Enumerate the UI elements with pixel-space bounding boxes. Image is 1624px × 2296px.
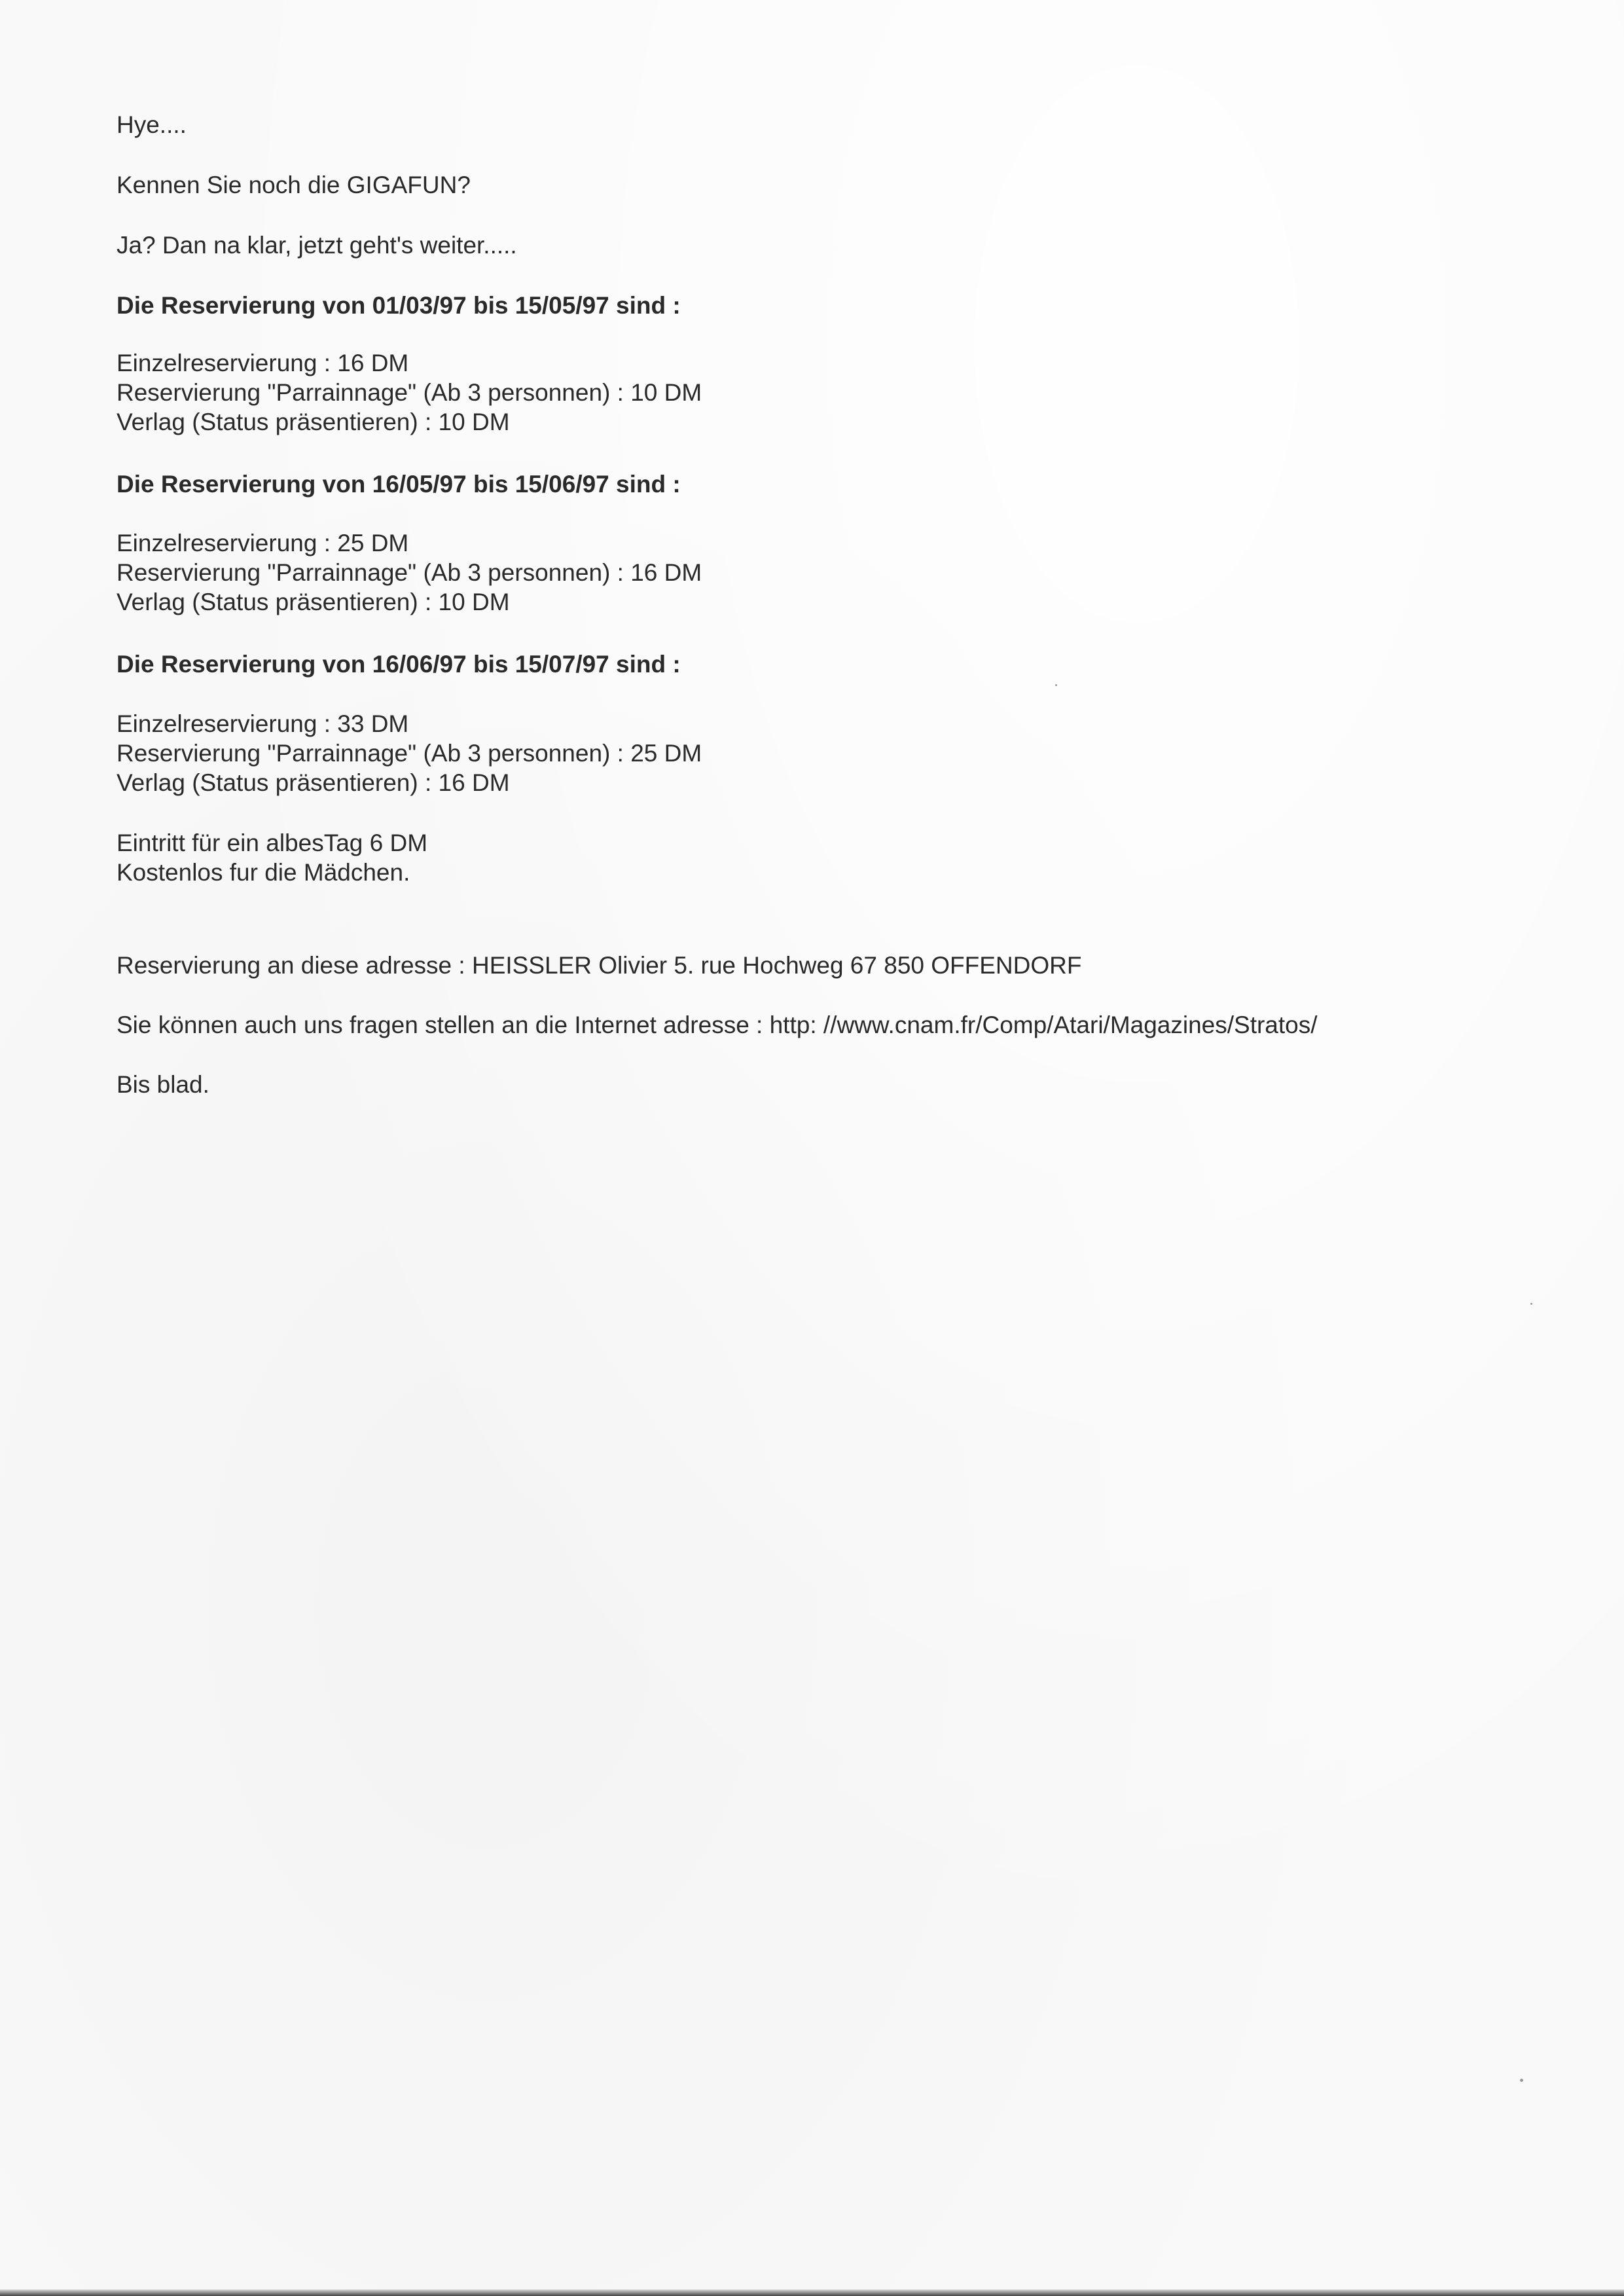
scan-bottom-edge bbox=[0, 2289, 1624, 2296]
period-2-group-price: Reservierung "Parrainnage" (Ab 3 personnen) : 16 DM bbox=[117, 559, 702, 586]
internet-line: Sie können auch uns fragen stellen an die Internet adresse : http: //www.cnam.fr/Comp/Atari/Magazines/Stratos/ bbox=[117, 1011, 1318, 1038]
period-1-heading: Die Reservierung von 01/03/97 bis 15/05/97 sind : bbox=[117, 292, 681, 319]
scan-speck bbox=[1055, 684, 1057, 686]
entry-fee-line: Eintritt für ein albesTag 6 DM bbox=[117, 829, 428, 856]
period-3-group-price: Reservierung "Parrainnage" (Ab 3 personnen) : 25 DM bbox=[117, 740, 702, 767]
closing-line: Bis blad. bbox=[117, 1071, 209, 1098]
period-3-single-price: Einzelreservierung : 33 DM bbox=[117, 710, 409, 737]
period-2-heading: Die Reservierung von 16/05/97 bis 15/06/97 sind : bbox=[117, 471, 681, 498]
period-1-single-price: Einzelreservierung : 16 DM bbox=[117, 350, 409, 376]
scan-speck bbox=[1530, 1303, 1532, 1305]
period-2-publisher-price: Verlag (Status präsentieren) : 10 DM bbox=[117, 589, 510, 615]
address-line: Reservierung an diese adresse : HEISSLER Olivier 5. rue Hochweg 67 850 OFFENDORF bbox=[117, 952, 1082, 979]
period-1-publisher-price: Verlag (Status präsentieren) : 10 DM bbox=[117, 409, 510, 435]
free-entry-line: Kostenlos fur die Mädchen. bbox=[117, 859, 410, 886]
period-1-group-price: Reservierung "Parrainnage" (Ab 3 personnen) : 10 DM bbox=[117, 379, 702, 406]
greeting: Hye.... bbox=[117, 111, 187, 138]
continue-line: Ja? Dan na klar, jetzt geht's weiter..... bbox=[117, 232, 517, 259]
scan-speck bbox=[1520, 2079, 1523, 2082]
question-line: Kennen Sie noch die GIGAFUN? bbox=[117, 172, 471, 198]
period-3-publisher-price: Verlag (Status präsentieren) : 16 DM bbox=[117, 769, 510, 796]
period-3-heading: Die Reservierung von 16/06/97 bis 15/07/97 sind : bbox=[117, 651, 681, 678]
period-2-single-price: Einzelreservierung : 25 DM bbox=[117, 530, 409, 556]
